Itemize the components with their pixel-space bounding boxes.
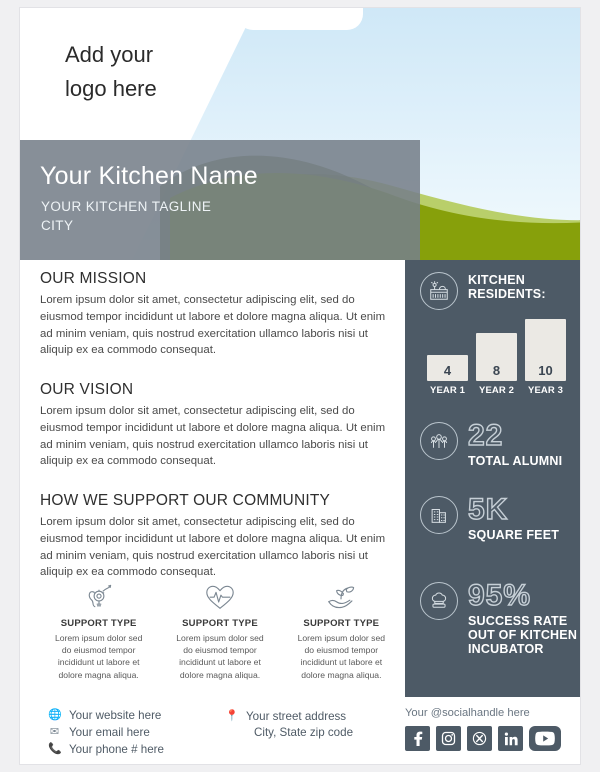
section-body-mission: Lorem ipsum dolor sit amet, consectetur adipiscing elit, sed do eiusmod tempor incididunt ut labore et dolore magna aliqua. Ut enim ad minim veniam, quis nostrud exercitation ullamco laboris nisi ut aliquip ex ea commodo consequat.: [40, 294, 386, 357]
support-card-title: SUPPORT TYPE: [182, 618, 258, 629]
stat-caption: SQUARE FEET: [468, 528, 560, 542]
kitchen-tagline: YOUR KITCHEN TAGLINE: [41, 199, 212, 214]
bar-group-year2: [476, 333, 517, 396]
support-card-text: Lorem ipsum dolor sed do eiusmod tempor incididunt ut labore et dolore magna aliqua.: [297, 633, 386, 680]
support-card: [161, 578, 278, 681]
section-title-vision: OUR VISION: [40, 381, 134, 399]
x-twitter-icon[interactable]: [467, 726, 492, 751]
people-group-icon: [420, 422, 458, 460]
contact-email[interactable]: [48, 726, 164, 739]
contact-website[interactable]: [48, 709, 164, 722]
section-title-community: HOW WE SUPPORT OUR COMMUNITY: [40, 492, 331, 510]
support-card: [40, 578, 157, 681]
stat-value: 5K: [468, 493, 509, 526]
top-notch: [237, 8, 363, 30]
social-links: [405, 726, 561, 751]
social-handle: Your @socialhandle here: [405, 707, 530, 719]
map-pin-icon: 📍: [225, 710, 239, 722]
body-content: [40, 270, 390, 597]
residents-bar-chart: [427, 318, 567, 396]
contact-text: Your phone # here: [69, 743, 164, 756]
bar-group-year1: [427, 355, 468, 396]
address-line-1: Your street address: [246, 710, 347, 723]
title-band: [20, 140, 420, 260]
support-card-text: Lorem ipsum dolor sed do eiusmod tempor incididunt ut labore et dolore magna aliqua.: [176, 633, 264, 680]
section-body-community: Lorem ipsum dolor sit amet, consectetur adipiscing elit, sed do eiusmod tempor incididunt ut labore et dolore magna aliqua. Ut enim ad minim veniam, quis nostrud exercitation ullamco laboris nisi ut aliquip ex ea commodo consequat.: [40, 516, 386, 579]
heart-pulse-icon: [161, 578, 278, 612]
bar-label: YEAR 2: [479, 385, 514, 396]
bar-value: 8: [476, 333, 517, 381]
logo-line-1: Add your: [65, 42, 154, 67]
kitchen-city: CITY: [41, 218, 74, 233]
stat-caption: TOTAL ALUMNI: [468, 454, 563, 468]
contact-phone[interactable]: [48, 743, 164, 756]
instagram-icon[interactable]: [436, 726, 461, 751]
section-title-mission: OUR MISSION: [40, 270, 147, 287]
footer: [20, 703, 580, 764]
support-card-text: Lorem ipsum dolor sed do eiusmod tempor incididunt ut labore et dolore magna aliqua.: [54, 633, 143, 680]
kitchen-residents-header: [420, 272, 580, 310]
stat-square-feet: [420, 493, 560, 542]
support-card-title: SUPPORT TYPE: [303, 618, 380, 629]
kitchen-residents-title: KITCHEN RESIDENTS:: [468, 273, 546, 302]
stat-value: 95%: [468, 579, 532, 612]
stat-value: 22: [468, 419, 504, 452]
bar-group-year3: [525, 319, 566, 396]
kitchen-name: Your Kitchen Name: [40, 162, 258, 190]
logo-placeholder[interactable]: [65, 38, 157, 106]
contact-text: Your email here: [69, 726, 150, 739]
linkedin-icon[interactable]: [498, 726, 523, 751]
contact-text: Your website here: [69, 709, 162, 722]
social-block: [405, 707, 561, 751]
address-line-2: City, State zip code: [254, 726, 354, 740]
chef-icon: [420, 582, 458, 620]
section-body-vision: Lorem ipsum dolor sit amet, consectetur adipiscing elit, sed do eiusmod tempor incididunt ut labore et dolore magna aliqua. Ut enim ad minim veniam, quis nostrud exercitation ullamco laboris nisi ut aliquip ex ea commodo consequat.: [40, 405, 386, 468]
flyer-page: [20, 8, 580, 764]
address-block: [225, 709, 353, 742]
stat-total-alumni: [420, 419, 563, 468]
stats-sidebar: [405, 260, 580, 697]
lightbulb-gear-icon: [40, 578, 157, 612]
contact-list: [48, 709, 164, 760]
kitchen-building-icon: [420, 272, 458, 310]
bar-label: YEAR 1: [430, 385, 465, 396]
bar-label: YEAR 3: [528, 385, 563, 396]
envelope-icon: ✉: [49, 726, 60, 738]
stat-success-rate: [420, 579, 580, 656]
logo-line-2: logo here: [65, 76, 157, 102]
support-card: [283, 578, 400, 681]
building-icon: [420, 496, 458, 534]
bar-value: 10: [525, 319, 566, 381]
globe-icon: 🌐: [48, 709, 62, 721]
stat-caption: SUCCESS RATE OUT OF KITCHEN INCUBATOR: [468, 614, 578, 656]
bar-value: 4: [427, 355, 468, 381]
phone-icon: 📞: [48, 743, 62, 755]
support-card-title: SUPPORT TYPE: [60, 618, 137, 629]
hand-plant-icon: [283, 578, 400, 612]
support-types: [40, 578, 400, 681]
youtube-icon[interactable]: [529, 726, 561, 751]
facebook-icon[interactable]: [405, 726, 430, 751]
